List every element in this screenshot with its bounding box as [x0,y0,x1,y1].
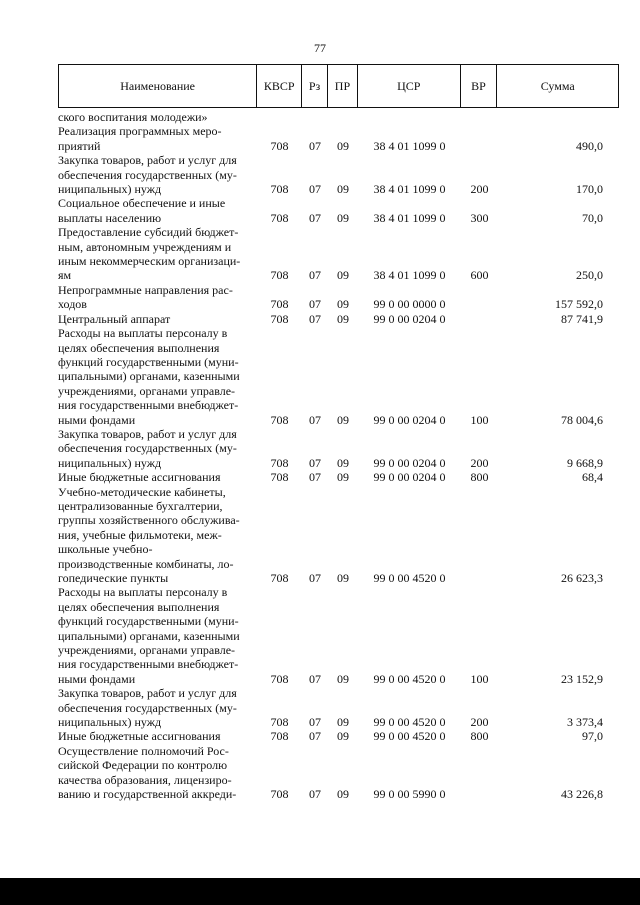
table-row [58,585,619,686]
cell-sum: 70,0 [582,210,603,225]
page-number: 77 [314,41,326,55]
cell-pr: 09 [337,297,349,312]
cell-rz: 07 [309,787,321,802]
table-row [58,110,619,124]
header-name: Наименование [59,65,257,107]
table-header [58,64,619,108]
cell-csr: 99 0 00 4520 0 [373,671,446,686]
cell-csr: 38 4 01 1099 0 [373,182,446,197]
cell-pr: 09 [337,268,349,283]
cell-vr: 100 [470,412,489,427]
cell-rz: 07 [309,715,321,730]
cell-rz: 07 [309,138,321,153]
cell-rz: 07 [309,297,321,312]
header-vr: ВР [461,65,498,107]
cell-sum: 490,0 [576,138,603,153]
cell-sum: 68,4 [582,470,603,485]
cell-kvsr: 708 [270,138,289,153]
table-row [58,124,619,153]
cell-kvsr: 708 [270,571,289,585]
cell-kvsr: 708 [270,455,289,470]
cell-rz: 07 [309,671,321,686]
header-rz: Рз [302,65,328,107]
cell-name: Иные бюджетные ассигнования [58,729,221,744]
cell-name: Закупка товаров, работ и услуг для обеспечения государственных (му- ниципальных) нужд [58,686,237,730]
cell-sum: 157 592,0 [555,297,603,312]
table-row [58,196,619,225]
cell-pr: 09 [337,787,349,802]
cell-kvsr: 708 [270,412,289,427]
cell-rz: 07 [309,412,321,427]
cell-csr: 99 0 00 0204 0 [373,470,446,485]
cell-sum: 78 004,6 [561,412,603,427]
cell-pr: 09 [337,455,349,470]
table-row [58,729,619,743]
cell-name: Учебно-методические кабинеты, централизованные бухгалтерии, группы хозяйственного обслужива- ния, учебные фильмотеки, меж- школьные учебно- производственные комбинаты, ло- гопедические пункты [58,484,240,585]
cell-sum: 250,0 [576,268,603,283]
cell-pr: 09 [337,715,349,730]
cell-rz: 07 [309,210,321,225]
cell-vr: 200 [470,715,489,730]
cell-sum: 43 226,8 [561,787,603,802]
cell-rz: 07 [309,729,321,744]
cell-sum: 87 741,9 [561,311,603,326]
cell-csr: 99 0 00 5990 0 [373,787,446,802]
cell-sum: 9 668,9 [567,455,603,470]
cell-pr: 09 [337,210,349,225]
cell-kvsr: 708 [270,297,289,312]
cell-sum: 26 623,3 [561,571,603,585]
scan-edge [0,878,640,905]
cell-kvsr: 708 [270,729,289,744]
table-row [58,312,619,326]
cell-name: Социальное обеспечение и иные выплаты населению [58,196,226,225]
cell-vr: 600 [470,268,489,283]
table-row [58,744,619,802]
cell-kvsr: 708 [270,787,289,802]
cell-vr: 800 [470,729,489,744]
table-body [58,110,619,802]
cell-sum: 170,0 [576,182,603,197]
cell-name: Закупка товаров, работ и услуг для обеспечения государственных (му- ниципальных) нужд [58,426,237,470]
cell-vr: 100 [470,671,489,686]
cell-kvsr: 708 [270,268,289,283]
cell-sum: 23 152,9 [561,671,603,686]
cell-vr: 800 [470,470,489,485]
cell-csr: 38 4 01 1099 0 [373,268,446,283]
cell-pr: 09 [337,182,349,197]
cell-csr: 99 0 00 0204 0 [373,412,446,427]
cell-rz: 07 [309,470,321,485]
cell-csr: 99 0 00 4520 0 [373,571,446,585]
cell-rz: 07 [309,571,321,585]
cell-kvsr: 708 [270,715,289,730]
cell-name: Иные бюджетные ассигнования [58,470,221,485]
cell-name: Осуществление полномочий Рос- сийской Федерации по контролю качества образования, лицензиро- ванию и государственной аккреди- [58,743,237,802]
table-row [58,485,619,586]
cell-pr: 09 [337,470,349,485]
cell-rz: 07 [309,182,321,197]
cell-name: Реализация программных меро- приятий [58,124,222,153]
cell-name: Непрограммные направления рас- ходов [58,282,233,312]
table-row [58,225,619,283]
table-row [58,326,619,427]
cell-vr: 300 [470,210,489,225]
cell-kvsr: 708 [270,210,289,225]
cell-sum: 97,0 [582,729,603,744]
header-pr: ПР [328,65,358,107]
header-kvsr: КВСР [257,65,302,107]
cell-csr: 99 0 00 0000 0 [373,297,446,312]
cell-kvsr: 708 [270,182,289,197]
table-row [58,427,619,470]
cell-pr: 09 [337,671,349,686]
cell-name: Закупка товаров, работ и услуг для обеспечения государственных (му- ниципальных) нужд [58,153,237,197]
cell-name: Расходы на выплаты персоналу в целях обеспечения выполнения функций государственными (муни- ципальными) органами, казенными учреждениями, органами управле- ния государственными внебюджет- ными фондами [58,585,240,686]
cell-pr: 09 [337,311,349,326]
cell-sum: 3 373,4 [567,715,603,730]
cell-csr: 99 0 00 4520 0 [373,729,446,744]
cell-vr: 200 [470,455,489,470]
table-row [58,686,619,729]
cell-csr: 38 4 01 1099 0 [373,210,446,225]
cell-vr: 200 [470,182,489,197]
cell-rz: 07 [309,455,321,470]
cell-csr: 38 4 01 1099 0 [373,138,446,153]
header-csr: ЦСР [358,65,461,107]
cell-kvsr: 708 [270,311,289,326]
table-row [58,283,619,312]
cell-kvsr: 708 [270,671,289,686]
cell-csr: 99 0 00 4520 0 [373,715,446,730]
cell-pr: 09 [337,571,349,585]
cell-csr: 99 0 00 0204 0 [373,455,446,470]
cell-pr: 09 [337,412,349,427]
cell-name: Расходы на выплаты персоналу в целях обеспечения выполнения функций государственными (муни- ципальными) органами, казенными учреждениями, органами управле- ния государственными внебюджет- ными фондами [58,326,240,427]
cell-name: ского воспитания молодежи» [58,110,208,124]
cell-pr: 09 [337,729,349,744]
cell-name: Предоставление субсидий бюджет- ным, автономным учреждениям и иным некоммерческим организаци- ям [58,225,241,283]
table-row [58,153,619,196]
cell-kvsr: 708 [270,470,289,485]
cell-rz: 07 [309,311,321,326]
cell-rz: 07 [309,268,321,283]
header-sum: Сумма [540,78,575,93]
table-row [58,470,619,484]
cell-csr: 99 0 00 0204 0 [373,311,446,326]
cell-pr: 09 [337,138,349,153]
cell-name: Центральный аппарат [58,311,171,326]
